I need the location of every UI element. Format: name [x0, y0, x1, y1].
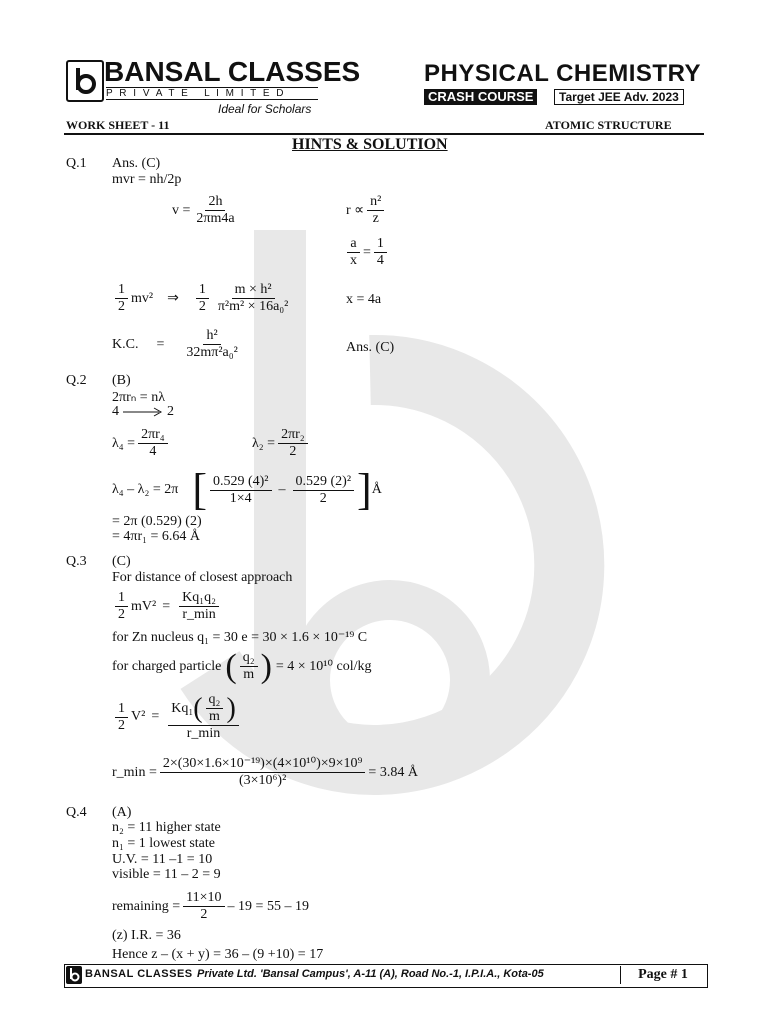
q2-l2-eq: λ₂ = $\frac{\text{2πr₂}}{2}$ — [252, 427, 311, 460]
target-badge: Target JEE Adv. 2023 — [554, 89, 684, 105]
brand-sub: P R I V A T E L I M I T E D — [106, 87, 318, 100]
q4-remaining-eq: remaining = $\frac{11\times 10}{2}$ – 19 = 55 – 19 — [112, 890, 309, 922]
brand-name: BANSAL CLASSES — [104, 56, 361, 87]
q4-line2: n₁ = 1 lowest state — [112, 836, 215, 851]
subject-title: PHYSICAL CHEMISTRY — [424, 60, 702, 87]
q2-answer: (B) — [112, 373, 131, 388]
q3-number: Q.3 — [66, 554, 87, 569]
q3-eq2: $\frac{1}{2}$ V² = Kq₁ ( $\frac{\text{q₂}}{m}$ ) r_min — [112, 692, 242, 742]
q1-final-answer: Ans. (C) — [346, 340, 395, 355]
footer-brand: BANSAL CLASSES — [85, 968, 193, 980]
q1-kc-eq: K.C. = $\frac{\text{h²}}{\text{32mπ²a₀²}}$ — [112, 328, 238, 360]
q4-line3: U.V. = 11 –1 = 10 — [112, 852, 213, 867]
brand-logo-icon — [66, 60, 104, 102]
footer-address: Private Ltd. 'Bansal Campus', A-11 (A), Road No.-1, I.P.I.A., Kota-05 — [197, 968, 544, 980]
q1-number: Q.1 — [66, 156, 87, 171]
q2-l4-eq: λ₄ = $\frac{\text{2πr₄}}{4}$ — [112, 427, 171, 460]
q4-number: Q.4 — [66, 805, 87, 820]
q2-diff-eq: λ₄ – λ₂ = 2π [ $\frac{\text{0.529 (4)²}}{1\times 4}$ – $\frac{\text{0.529 (2)²}}{2}$ ] Å — [112, 465, 382, 514]
q3-rmin-eq: r_min = $\frac{\text{2×(30×1.6×10⁻¹⁹)×(4×10¹⁰)×9×10⁹}}{\text{(3×10⁶)²}}$ = 3.84 Å — [112, 756, 418, 788]
q3-line3: for charged particle ( $\frac{\text{q₂}}{m}$ ) = 4 × 10¹⁰ col/kg — [112, 647, 372, 685]
q1-x4a: x = 4a — [346, 292, 382, 307]
q2-result1: = 2π (0.529) (2) — [112, 514, 202, 529]
q4-line5: (z) I.R. = 36 — [112, 928, 181, 943]
footer-logo-icon — [66, 966, 82, 984]
q3-answer: (C) — [112, 554, 131, 569]
q2-number: Q.2 — [66, 373, 87, 388]
page-title: HINTS & SOLUTION — [292, 136, 448, 153]
q1-ke-eq: $\frac{1}{2}$ mv² ⇒ $\frac{1}{2}$ $\frac{\text{m × h²}}{\text{π²m² × 16a₀²}}$ — [112, 282, 294, 315]
q1-r-eq: r ∝ $\frac{\text{n²}}{z}$ — [346, 194, 387, 227]
q2-line1: 2πrₙ = nλ — [112, 390, 165, 405]
q1-ax-eq: $\frac{a}{x}$ = $\frac{1}{4}$ — [344, 236, 390, 269]
header-rule — [64, 133, 704, 135]
arrow-right-icon — [123, 407, 163, 417]
q3-line1: For distance of closest approach — [112, 570, 293, 585]
q1-line1: mvr = nh/2p — [112, 172, 182, 187]
page-number: Page # 1 — [620, 966, 705, 984]
q2-transition: 4 2 — [112, 404, 174, 419]
q1-v-eq: v = $\frac{2h}{2\pi m4a}$ — [172, 194, 235, 226]
q4-line6: Hence z – (x + y) = 36 – (9 +10) = 17 — [112, 947, 324, 962]
q3-eq1: $\frac{1}{2}$ mV² = $\frac{\text{Kq₁q₂}}{r\_\min}$ — [112, 590, 222, 623]
course-badge: CRASH COURSE — [424, 89, 537, 105]
q4-line1: n₂ = 11 higher state — [112, 820, 221, 835]
q4-line4: visible = 11 – 2 = 9 — [112, 867, 221, 882]
q1-answer: Ans. (C) — [112, 156, 161, 171]
q2-result2: = 4πr₁ = 6.64 Å — [112, 529, 201, 544]
q3-line2: for Zn nucleus q₁ = 30 e = 30 × 1.6 × 10⁻¹⁹ C — [112, 630, 368, 645]
brand-tagline: Ideal for Scholars — [218, 102, 312, 116]
topic-label: ATOMIC STRUCTURE — [545, 118, 672, 132]
worksheet-label: WORK SHEET - 11 — [66, 118, 170, 132]
q4-answer: (A) — [112, 805, 132, 820]
